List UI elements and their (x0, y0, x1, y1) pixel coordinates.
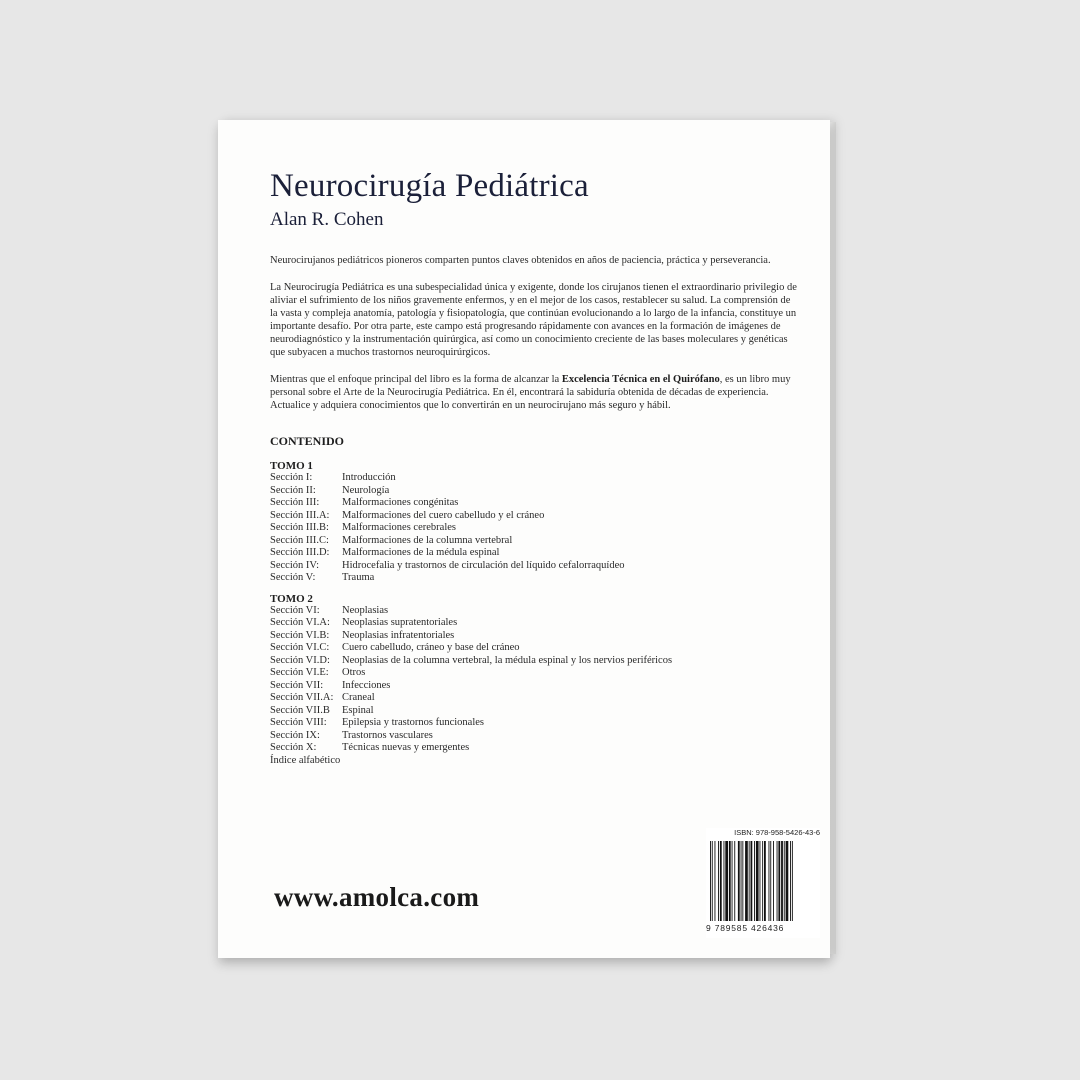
book-back-cover (218, 120, 830, 958)
toc-section-number: Sección VII.A: (270, 692, 334, 703)
toc-entry (270, 535, 800, 548)
toc-entry (270, 560, 800, 573)
toc-section-number: Sección VII: (270, 679, 324, 691)
toc-entry (270, 642, 800, 655)
toc-section-number: Sección IX: (270, 729, 320, 741)
toc-section-title: Técnicas nuevas y emergentes (342, 742, 470, 753)
toc-section-number: Sección II: (270, 484, 316, 496)
index-label: Índice alfabético (270, 754, 341, 766)
toc-section-number: Sección V: (270, 572, 316, 583)
toc-section-number: Sección III.B: (270, 522, 329, 533)
toc-section-title: Trauma (342, 572, 375, 583)
toc-section-number: Sección VI.A: (270, 617, 330, 628)
intro-paragraph: Neurocirujanos pediátricos pioneros comparten puntos claves obtenidos en años de paciencia, práctica y perseverancia. (270, 255, 771, 266)
toc-section-number: Sección III.C: (270, 534, 329, 546)
toc-entry (270, 655, 800, 668)
toc-section-title: Malformaciones cerebrales (342, 522, 456, 533)
tomo2-section-list (270, 605, 800, 755)
toc-entry (270, 472, 800, 485)
toc-entry (270, 717, 800, 730)
cover-content (270, 166, 800, 767)
toc-section-number: Sección VIII: (270, 717, 327, 728)
tomo1-section-list (270, 472, 800, 585)
isbn-label: ISBN: 978-958-5426-43-6 (734, 828, 820, 837)
toc-section-number: Sección III: (270, 497, 320, 508)
toc-section-title: Espinal (342, 704, 374, 716)
toc-entry (270, 705, 800, 718)
toc-entry (270, 692, 800, 705)
toc-section-title: Malformaciones del cuero cabelludo y el cráneo (342, 509, 545, 521)
toc-section-title: Cuero cabelludo, cráneo y base del cráneo (342, 642, 520, 653)
toc-entry (270, 572, 800, 585)
toc-section-title: Neoplasias supratentoriales (342, 617, 458, 628)
toc-section-number: Sección VI.D: (270, 654, 330, 666)
toc-entry (270, 510, 800, 523)
toc-section-title: Neurología (342, 484, 390, 496)
toc-section-title: Neoplasias infratentoriales (342, 629, 455, 641)
publisher-website: www.amolca.com (274, 882, 480, 912)
toc-section-title: Epilepsia y trastornos funcionales (342, 717, 485, 728)
book-title: Neurocirugía Pediátrica (270, 168, 589, 204)
toc-entry (270, 667, 800, 680)
toc-section-number: Sección III.A: (270, 509, 330, 521)
toc-section-title: Introducción (342, 472, 396, 483)
toc-section-number: Sección VI.B: (270, 629, 330, 641)
book-spine-edge (830, 122, 836, 954)
toc-section-number: Sección I: (270, 472, 313, 483)
toc-section-title: Malformaciones congénitas (342, 497, 459, 508)
tomo1-heading: TOMO 1 (270, 460, 313, 472)
toc-section-title: Hidrocefalia y trastornos de circulación del líquido cefalorraquídeo (342, 559, 625, 571)
toc-section-title: Craneal (342, 692, 375, 703)
toc-entry (270, 522, 800, 535)
book-author: Alan R. Cohen (270, 209, 384, 230)
toc-section-title: Otros (342, 667, 366, 678)
toc-entry (270, 742, 800, 755)
toc-section-title: Trastornos vasculares (342, 729, 433, 741)
toc-section-number: Sección IV: (270, 559, 320, 571)
toc-section-number: Sección VI: (270, 604, 320, 616)
toc-section-number: Sección III.D: (270, 547, 330, 558)
toc-section-title: Malformaciones de la columna vertebral (342, 534, 513, 546)
toc-section-number: Sección VII.B (270, 704, 330, 716)
toc-section-title: Neoplasias (342, 604, 389, 616)
toc-entry (270, 630, 800, 643)
toc-section-number: Sección VI.C: (270, 642, 330, 653)
toc-entry (270, 680, 800, 693)
barcode-digits: 9 789585 426436 (706, 923, 785, 933)
toc-section-number: Sección VI.E: (270, 667, 329, 678)
tomo2-heading: TOMO 2 (270, 592, 313, 605)
toc-entry (270, 485, 800, 498)
description-paragraph: La Neurocirugía Pediátrica es una subespecialidad única y exigente, donde los cirujanos tienen el extraordinario privilegio de aliviar el sufrimiento de los niños gravemente enfermos, y en el mejor de los casos, restablecer su salud. La comprensión de la vasta y compleja anatomía, patología y fisiopatología, que continúan evolucionando a lo largo de la infancia, constituye un importante desafío. Por otra parte, este campo está progresando rápidamente con avances en la formación de imágenes de neurodiagnóstico y la instrumentación quirúrgica, así como un conocimiento creciente de las bases moleculares y genéticas que subyacen a muchos trastornos neuroquirúrgicos. (270, 282, 797, 358)
toc-entry (270, 497, 800, 510)
barcode-icon (710, 841, 816, 921)
contents-heading: CONTENIDO (270, 434, 345, 448)
toc-entry (270, 730, 800, 743)
toc-entry (270, 617, 800, 630)
focus-paragraph-end: , es un libro muy personal sobre el Arte de la Neurocirugía Pediátrica. En él, encontrará la sabiduría obtenida de décadas de experiencia. Actualice y adquiera conocimientos que lo convertirán en un neurocirujano más seguro y hábil. (270, 374, 791, 411)
toc-section-title: Neoplasias de la columna vertebral, la médula espinal y los nervios periféricos (342, 654, 673, 666)
focus-paragraph-bold: Excelencia Técnica en el Quirófano (561, 374, 720, 385)
isbn-barcode-block (706, 828, 820, 938)
focus-paragraph (270, 373, 800, 412)
focus-paragraph-start: Mientras que el enfoque principal del libro es la forma de alcanzar la (270, 374, 562, 385)
toc-section-title: Infecciones (342, 679, 391, 691)
toc-entry (270, 547, 800, 560)
toc-section-number: Sección X: (270, 742, 317, 753)
toc-section-title: Malformaciones de la médula espinal (342, 547, 500, 558)
toc-entry (270, 605, 800, 618)
